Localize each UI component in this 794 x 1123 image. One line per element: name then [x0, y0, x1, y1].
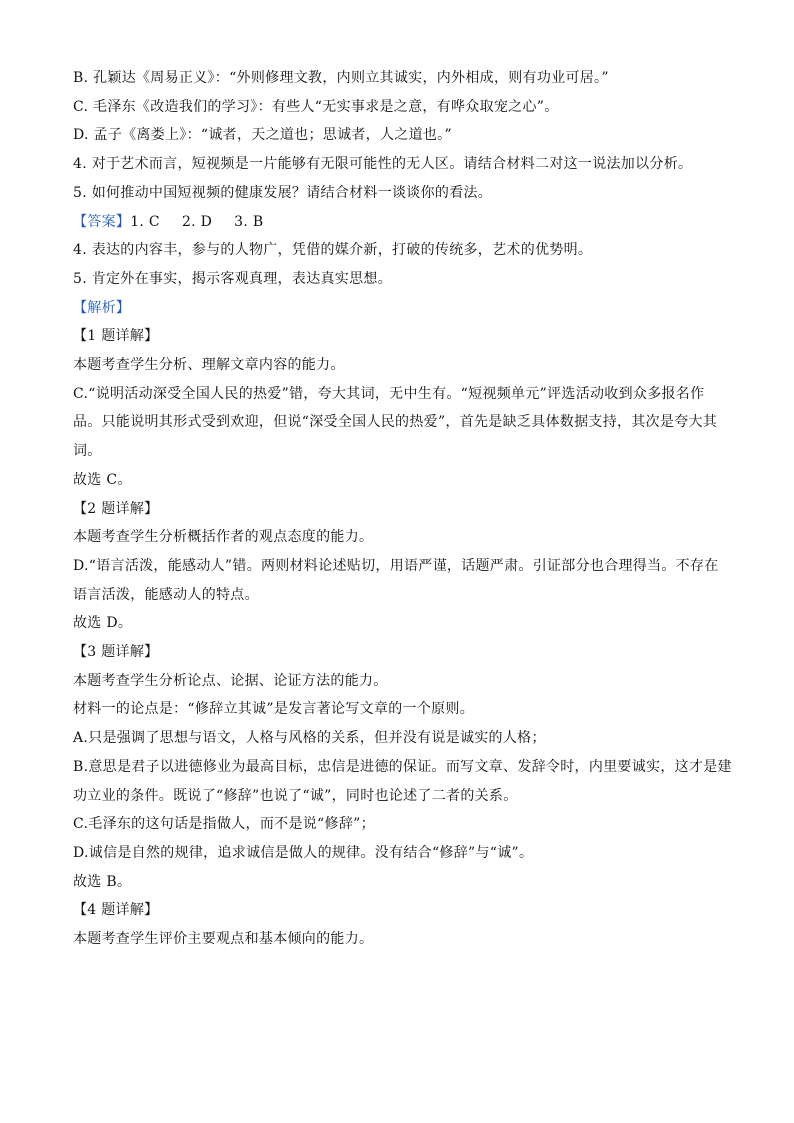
answer-4: 4. 表达的内容丰，参与的人物广，凭借的媒介新，打破的传统多，艺术的优势明。 [73, 242, 593, 259]
section-3-option-b-2: 功立业的条件。既说了“修辞”也说了“诚”，同时也论述了二者的关系。 [73, 787, 518, 804]
section-3-option-a: A.只是强调了思想与语文，人格与风格的关系，但并没有说是诚实的人格； [73, 730, 546, 747]
section-2-intro: 本题考查学生分析概括作者的观点态度的能力。 [73, 529, 374, 546]
option-d: D. 孟子《离娄上》：“诚者，天之道也；思诚者，人之道也。” [73, 127, 452, 144]
section-1-body-1: C.“说明活动深受全国人民的热爱”错，夸大其词，无中生有。“短视频单元”评选活动收到众多报名作 [73, 385, 705, 402]
section-1-conclusion: 故选 C。 [73, 471, 132, 488]
option-b: B. 孔颖达《周易正义》：“外则修理文教，内则立其诚实，内外相成，则有功业可居。” [73, 70, 609, 86]
answer-3: 3. B [234, 213, 264, 230]
section-4-title: 【4 题详解】 [73, 902, 159, 919]
section-2-body-1: D.“语言活泼，能感动人”错。两则材料论述贴切，用语严谨，话题严肃。引证部分也合理得当。不存在 [73, 557, 719, 574]
section-3-point: 材料一的论点是：“修辞立其诚”是发言著论写文章的一个原则。 [73, 701, 475, 718]
section-1-title: 【1 题详解】 [73, 328, 159, 345]
section-3-intro: 本题考查学生分析论点、论据、论证方法的能力。 [73, 672, 388, 689]
answer-label: 【答案】 [73, 213, 131, 230]
answer-1: 1. C [130, 213, 160, 230]
document-content [73, 64, 732, 954]
answer-line [73, 208, 723, 237]
section-3-conclusion: 故选 B。 [73, 873, 132, 890]
question-5: 5. 如何推动中国短视频的健康发展？请结合材料一谈谈你的看法。 [73, 184, 493, 201]
section-3-option-c: C.毛泽东的这句话是指做人，而不是说“修辞”； [73, 816, 375, 833]
section-1-body-3: 词。 [73, 443, 102, 460]
section-4-intro: 本题考查学生评价主要观点和基本倾向的能力。 [73, 931, 374, 948]
section-2-title: 【2 题详解】 [73, 500, 159, 517]
section-2-body-2: 语言活泼，能感动人的特点。 [73, 586, 259, 603]
section-3-title: 【3 题详解】 [73, 644, 159, 661]
section-3-option-d: D.诚信是自然的规律，追求诚信是做人的规律。没有结合“修辞”与“诚”。 [73, 844, 534, 861]
section-2-conclusion: 故选 D。 [73, 615, 133, 632]
answer-5: 5. 肯定外在事实，揭示客观真理，表达真实思想。 [73, 270, 393, 287]
section-1-body-2: 品。只能说明其形式受到欢迎，但说“深受全国人民的热爱”，首先是缺乏具体数据支持，其次是夸大其 [73, 414, 718, 431]
option-c: C. 毛泽东《改造我们的学习》：有些人“无实事求是之意，有哗众取宠之心”。 [73, 98, 559, 115]
section-1-intro: 本题考查学生分析、理解文章内容的能力。 [73, 357, 345, 374]
section-3-option-b-1: B.意思是君子以进德修业为最高目标，忠信是进德的保证。而写文章、发辞令时，内里要诚实，这才是建 [73, 758, 732, 775]
answer-2: 2. D [181, 213, 213, 230]
analysis-label: 【解析】 [73, 299, 131, 316]
question-4: 4. 对于艺术而言，短视频是一片能够有无限可能性的无人区。请结合材料二对这一说法加以分析。 [73, 156, 693, 173]
